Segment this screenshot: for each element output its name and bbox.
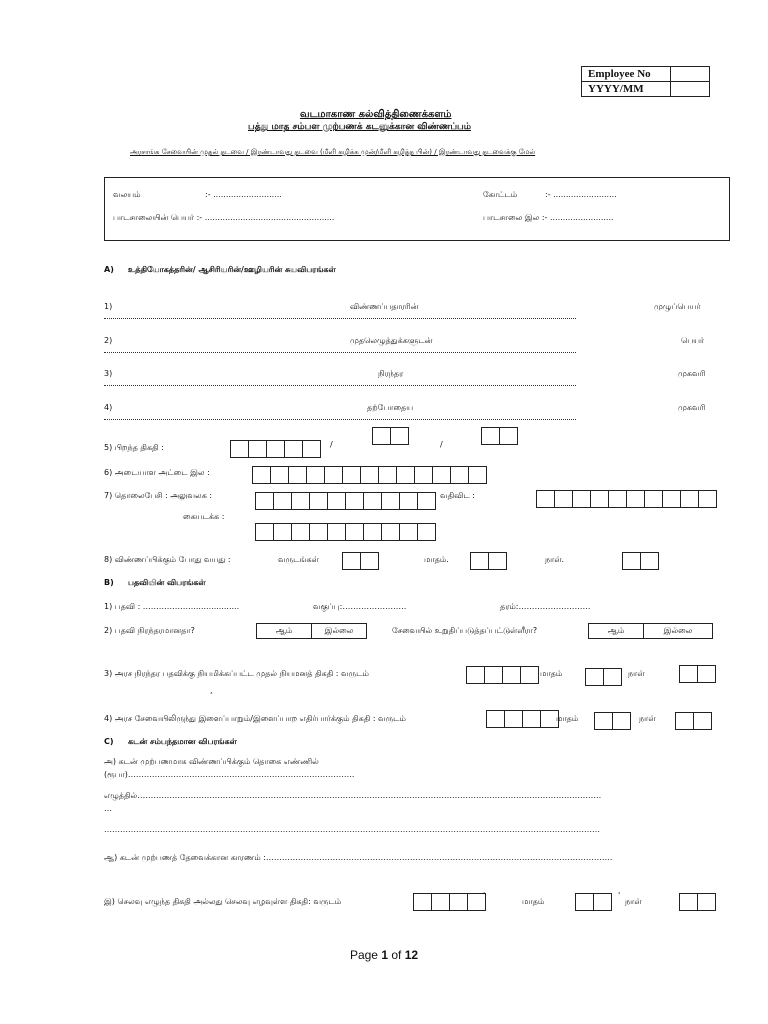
confirmed-yes-option[interactable]: ஆம் [589, 624, 644, 638]
appointment-day-boxes[interactable] [679, 665, 716, 683]
page-title: வடமாகாண கல்வித்திணைக்களம் [300, 109, 452, 120]
employee-no-field[interactable] [671, 67, 710, 82]
field-4-num: 4) [104, 403, 113, 412]
retirement-month-label: மாதம் [556, 714, 579, 723]
phone-office-boxes[interactable] [255, 492, 436, 510]
tick-mark-1: ' [483, 891, 486, 900]
yyyy-mm-field[interactable] [671, 82, 710, 97]
yyyy-mm-label: YYYY/MM [582, 82, 671, 97]
division-label: கோட்டம் [483, 190, 518, 199]
field-3-label: நிரந்தர [378, 369, 404, 378]
service-line: அரசாங்க சேவையின் முதல் தடவை / இரண்டாவது தடவை (மீளி கழிக்க முன்/மீளி கழித்த பின்) / இரண்டாவது தடவைக்கு மேல் [130, 148, 536, 156]
loan-amount-label: அ) கடன் முற்பணமாக விண்ணப்பிக்கும் தொகை எண்ணில் [104, 757, 319, 766]
employee-number-table [581, 66, 710, 97]
retirement-day-label: நாள் [639, 714, 656, 723]
page-number [0, 948, 768, 962]
age-label: 8) விண்ணப்பிக்கும் போது வயது : [104, 555, 231, 564]
field-4-line[interactable] [104, 419, 576, 420]
field-2-line[interactable] [104, 352, 576, 353]
loan-amount-field[interactable]: (ரூபா)…………………………………………………………………………. [104, 770, 355, 779]
permanent-question: 2) பதவி நிரந்தரமானதா? [104, 626, 195, 635]
dob-label: 5) பிறந்த திகதி : [104, 443, 164, 452]
section-a-letter: A) [104, 265, 114, 274]
age-months-boxes[interactable] [470, 552, 507, 570]
section-c-heading: கடன் சம்பந்தமான விபரங்கள் [128, 737, 237, 746]
age-days-boxes[interactable] [622, 552, 659, 570]
page-subtitle: பத்து மாத சம்பள முற்பணக் கடனுக்கான விண்ணப்பம் [248, 122, 471, 132]
loan-words-line-2[interactable]: …………………………………………………………………………………………………………………………………………………………………… [104, 825, 600, 834]
appointment-year-boxes[interactable] [466, 666, 539, 684]
field-2-num: 2) [104, 336, 113, 345]
field-3-line[interactable] [104, 385, 576, 386]
expense-day-label: நாள் [625, 897, 642, 906]
permanent-yes-option[interactable]: ஆம் [257, 624, 312, 638]
loan-reason-field[interactable]: ஆ) கடன் முற்பணத் தேவைக்கான காரணம் :…………………………………………………………………………………………………………………. [104, 853, 613, 862]
confirmed-no-option[interactable]: இல்லை [663, 626, 693, 635]
expense-year-boxes[interactable] [413, 893, 486, 911]
nic-boxes[interactable] [252, 466, 487, 484]
employee-no-label: Employee No [582, 67, 671, 82]
expense-day-boxes[interactable] [679, 893, 716, 911]
phone-mobile-boxes[interactable] [255, 523, 436, 541]
division-field[interactable]: :- ......................... [545, 190, 617, 199]
section-b-heading: பதவியின் விபரங்கள் [128, 578, 206, 587]
retirement-month-boxes[interactable] [594, 712, 631, 730]
class-field[interactable]: வகுப்பு:…………………… [313, 602, 407, 611]
expense-month-boxes[interactable] [575, 893, 612, 911]
grade-field[interactable]: தரம்:……………………… [500, 602, 591, 611]
retirement-day-boxes[interactable] [675, 712, 712, 730]
field-1-line[interactable] [104, 318, 576, 319]
loan-words-cont: … [104, 804, 112, 813]
section-b-letter: B) [104, 578, 114, 587]
age-years-boxes[interactable] [342, 552, 379, 570]
expense-month-label: மாதம் [522, 897, 545, 906]
loan-words-field[interactable]: எழுத்தில்………………………………………………………………………………………………………………………………………………………… [104, 791, 602, 800]
appointment-month-boxes[interactable] [585, 668, 622, 686]
field-4-right: முகவரி [678, 403, 706, 412]
permanent-no-option[interactable]: இல்லை [324, 626, 354, 635]
dob-slash-2: / [440, 440, 443, 449]
zone-label: வலயம் [113, 190, 141, 199]
field-3-num: 3) [104, 369, 113, 378]
page-current: 1 [381, 948, 388, 962]
school-name-field[interactable]: பாடசாலையின் பெயர் :- ................................................... [113, 213, 335, 222]
phone-home-boxes[interactable] [536, 490, 717, 508]
zone-field[interactable]: :- ........................... [205, 190, 282, 199]
field-2-right: பெயர் [681, 336, 705, 345]
field-1-right: முழுப்பெயர் [654, 302, 701, 311]
zone-school-box [104, 177, 730, 241]
field-1-num: 1) [104, 302, 113, 311]
permanent-options [256, 623, 367, 639]
comma-mark: , [210, 686, 213, 695]
nic-label: 6) அடையாள அட்டை இல : [104, 468, 210, 477]
phone-home-label: வதிவிட : [440, 491, 475, 500]
page-total: 12 [404, 948, 419, 962]
confirmed-question: சேவையில் உறுதிப்படுத்தப்பட்டுள்ளீரா? [392, 626, 538, 635]
field-4-label: தற்போதைய [367, 403, 414, 412]
tick-mark-2: ' [618, 891, 621, 900]
field-2-label: முதலெழுத்துக்களுடன் [350, 336, 433, 345]
section-c-letter: C) [104, 737, 114, 746]
age-months-label: மாதம். [424, 555, 449, 564]
field-3-right: முகவரி [678, 369, 706, 378]
retirement-year-boxes[interactable] [486, 710, 559, 728]
dob-slash-1: / [330, 440, 333, 449]
age-days-label: நாள். [545, 555, 565, 564]
dob-month-boxes[interactable] [372, 427, 409, 445]
first-appointment-label: 3) அரச நிரந்தர பதவிக்கு நியமிக்கப்பட்ட முதல் நியமனத் திகதி : வருடம் [104, 669, 369, 678]
appointment-month-label: மாதம் [540, 669, 563, 678]
post-field[interactable]: 1) பதவி : ………………................... [104, 602, 240, 611]
phone-mobile-label: கையடக்க : [183, 512, 225, 521]
page-prefix: Page [349, 948, 378, 962]
phone-office-label: 7) தொலைபேசி : அலுவலக : [104, 491, 213, 500]
age-years-label: வருடங்கள் [278, 555, 319, 564]
expense-date-label: இ) செலவு எழுந்த திகதி அல்லது செலவு எழவுள்ள திகதி: வருடம் [104, 897, 342, 906]
school-no-field[interactable]: பாடசாலை இல :- ......................... [483, 213, 614, 222]
dob-day-boxes[interactable] [230, 440, 321, 458]
page-of: of [391, 948, 402, 962]
field-1-label: விண்ணப்பதாரரின் [350, 302, 419, 311]
dob-year-boxes[interactable] [481, 427, 518, 445]
section-a-heading: உத்தியோகத்தரின்/ ஆசிரியரின்/ஊழியரின் சுயவிபரங்கள் [128, 265, 336, 274]
confirmed-options [588, 623, 713, 639]
retirement-label: 4) அரச சேவையிலிருந்து இளைப்பாறும்/இளைப்பாற எதிர்பார்க்கும் திகதி : வருடம் [104, 714, 406, 723]
appointment-day-label: நாள் [628, 669, 645, 678]
